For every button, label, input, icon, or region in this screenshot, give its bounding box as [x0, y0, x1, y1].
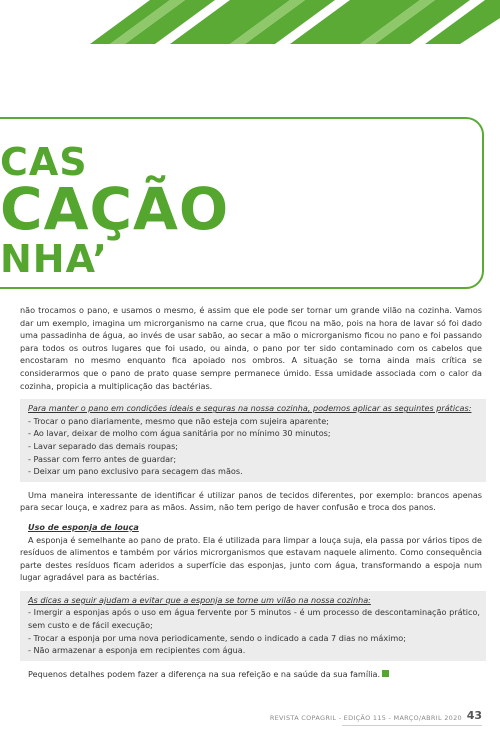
list-item: - Trocar a esponja por uma nova periodicamente, sendo o indicado a cada 7 dias no máximo;: [28, 632, 406, 643]
list-item: - Deixar um pano exclusivo para secagem das mãos.: [28, 466, 243, 477]
section-subheading: Uso de esponja de louça: [28, 521, 139, 532]
article-body: [20, 304, 482, 680]
list-item: - Ao lavar, deixar de molho com água sanitária por no mínimo 30 minutos;: [28, 428, 331, 439]
list-item: - Não armazenar a esponja em recipientes com água.: [28, 645, 246, 656]
footer-divider: [342, 725, 482, 726]
footer-magazine: REVISTA COPAGRIL - EDIÇÃO 115 - MARÇO/ABRIL 2020: [269, 714, 462, 722]
list-item: - Passar com ferro antes de guardar;: [28, 453, 177, 464]
paragraph-3: A esponja é semelhante ao pano de prato. Ela é utilizada para limpar a louça suja, ela passa por vários tipos de resíduos de alimentos e também por vários microrganismos que estavam naquele alimento. Como consequência parte destes resíduos ficam aderidos a superfície das esponjas, junto com água, transformando a espoja num lugar agradável para as bactérias.: [20, 534, 482, 583]
tip-box-cloth: [20, 399, 486, 482]
tip-box-sponge: [20, 591, 486, 661]
paragraph-2: Uma maneira interessante de identificar é utilizar panos de tecidos diferentes, por exemplo: brancos apenas para secar louça, e xadrez para as mãos. Assim, não tem perigo de haver confusão e troca dos panos.: [20, 489, 482, 513]
tip-box-sponge-intro: As dicas a seguir ajudam a evitar que a esponja se torne um vilão na nossa cozinha:: [28, 594, 371, 605]
page-number: 43: [466, 709, 482, 722]
list-item: - Imergir a esponjas após o uso em água fervente por 5 minutos - é um processo de descontaminação prático, sem custo e de fácil execução;: [28, 607, 480, 631]
decorative-stripes: [0, 0, 500, 44]
closing-text: Pequenos detalhes podem fazer a diferença na sua refeição e na saúde da sua família.: [28, 668, 381, 679]
paragraph-1: não trocamos o pano, e usamos o mesmo, é assim que ele pode ser tornar um grande vilão na cozinha. Vamos dar um exemplo, imagina um microrganismo na carne crua, que ficou na mão, pois na hora de lavar só foi dado uma passadinha de água, ao invés de usar sabão, ao secar a mão o microrganismo ficou no pano e foi passando para todos os outros lugares que foi usado, ou ainda, o pano por ter sido contaminado com os cabelos que encostaram no mesmo enquanto fica apoiado nos ombros. A situação se torna ainda mais crítica se considerarmos que o pano de prato quase sempre permanece úmido. Essa umidade associada com o calor da cozinha, propicia a multiplicação das bactérias.: [20, 305, 482, 391]
list-item: - Trocar o pano diariamente, mesmo que não esteja com sujeira aparente;: [28, 415, 329, 426]
title-line-1: CAS: [0, 140, 88, 184]
closing-paragraph: [20, 668, 482, 681]
title-line-2: CAÇÃO: [0, 175, 230, 243]
list-item: - Lavar separado das demais roupas;: [28, 440, 179, 451]
tip-box-cloth-intro: Para manter o pano em condições ideais e seguras na nossa cozinha, podemos aplicar as seguintes práticas:: [28, 403, 472, 414]
end-mark-icon: [382, 670, 389, 677]
title-line-3: NHA’: [0, 237, 108, 281]
